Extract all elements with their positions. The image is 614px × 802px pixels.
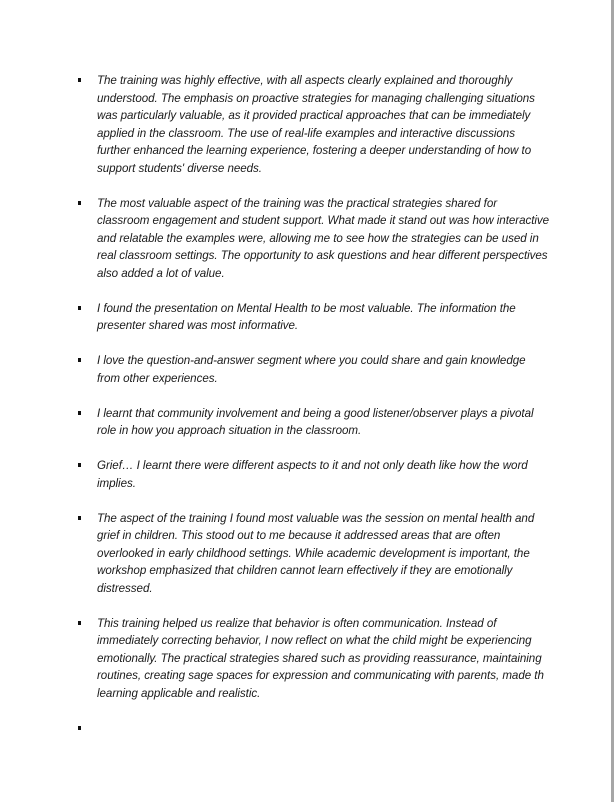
list-item-text: I love the question-and-answer segment where you could share and gain knowledge from other experiences. xyxy=(97,354,526,385)
list-item-text: I learnt that community involvement and being a good listener/observer plays a pivotal role in how you approach situation in the classroom. xyxy=(97,406,534,437)
square-bullet-icon xyxy=(78,411,81,415)
list-item-text: Grief… I learnt there were different aspects to it and not only death like how the word implies. xyxy=(97,459,528,490)
feedback-list xyxy=(0,72,611,755)
list-item-text: This training helped us realize that behavior is often communication. Instead of immediately correcting behavior, I now reflect on what the child might be experiencing emotionally. The practical strategies shared such as providing reassurance, maintaining routines, creating sage spaces for expression and communicating with parents, made th learning applicable and realistic. xyxy=(97,616,544,700)
list-item[interactable] xyxy=(0,457,611,492)
list-item-text xyxy=(97,720,551,738)
list-item[interactable] xyxy=(0,195,611,283)
square-bullet-icon xyxy=(78,306,81,310)
square-bullet-icon xyxy=(78,201,81,205)
list-item-text: The most valuable aspect of the training was the practical strategies shared for classroom engagement and student support. What made it stand out was how interactive and relatable the examples were, allowing me to see how the strategies can be used in real classroom settings. The opportunity to ask questions and hear different perspectives also added a lot of value. xyxy=(97,196,550,280)
square-bullet-icon xyxy=(78,463,81,467)
list-item[interactable] xyxy=(0,405,611,440)
list-item[interactable] xyxy=(0,300,611,335)
square-bullet-icon xyxy=(78,358,81,362)
list-item-text: The training was highly effective, with all aspects clearly explained and thoroughly understood. The emphasis on proactive strategies for managing challenging situations was particularly valuable, as it provided practical approaches that can be immediately applied in the classroom. The use of real-life examples and interactive discussions further enhanced the learning experience, fostering a deeper understanding of how to support students' diverse needs. xyxy=(97,74,535,175)
list-item[interactable] xyxy=(0,72,611,177)
list-item[interactable] xyxy=(0,352,611,387)
square-bullet-icon xyxy=(78,516,81,520)
list-item[interactable] xyxy=(0,510,611,598)
list-item[interactable] xyxy=(0,615,611,703)
square-bullet-icon xyxy=(78,726,81,730)
list-item-text: I found the presentation on Mental Health to be most valuable. The information the presenter shared was most informative. xyxy=(97,301,516,332)
square-bullet-icon xyxy=(78,621,81,625)
empty-list-item[interactable] xyxy=(0,720,611,738)
list-item-text: The aspect of the training I found most valuable was the session on mental health and grief in children. This stood out to me because it addressed areas that are often overlooked in early childhood settings. While academic development is important, the workshop emphasized that children cannot learn effectively if they are emotionally distressed. xyxy=(97,511,535,595)
square-bullet-icon xyxy=(78,78,81,82)
